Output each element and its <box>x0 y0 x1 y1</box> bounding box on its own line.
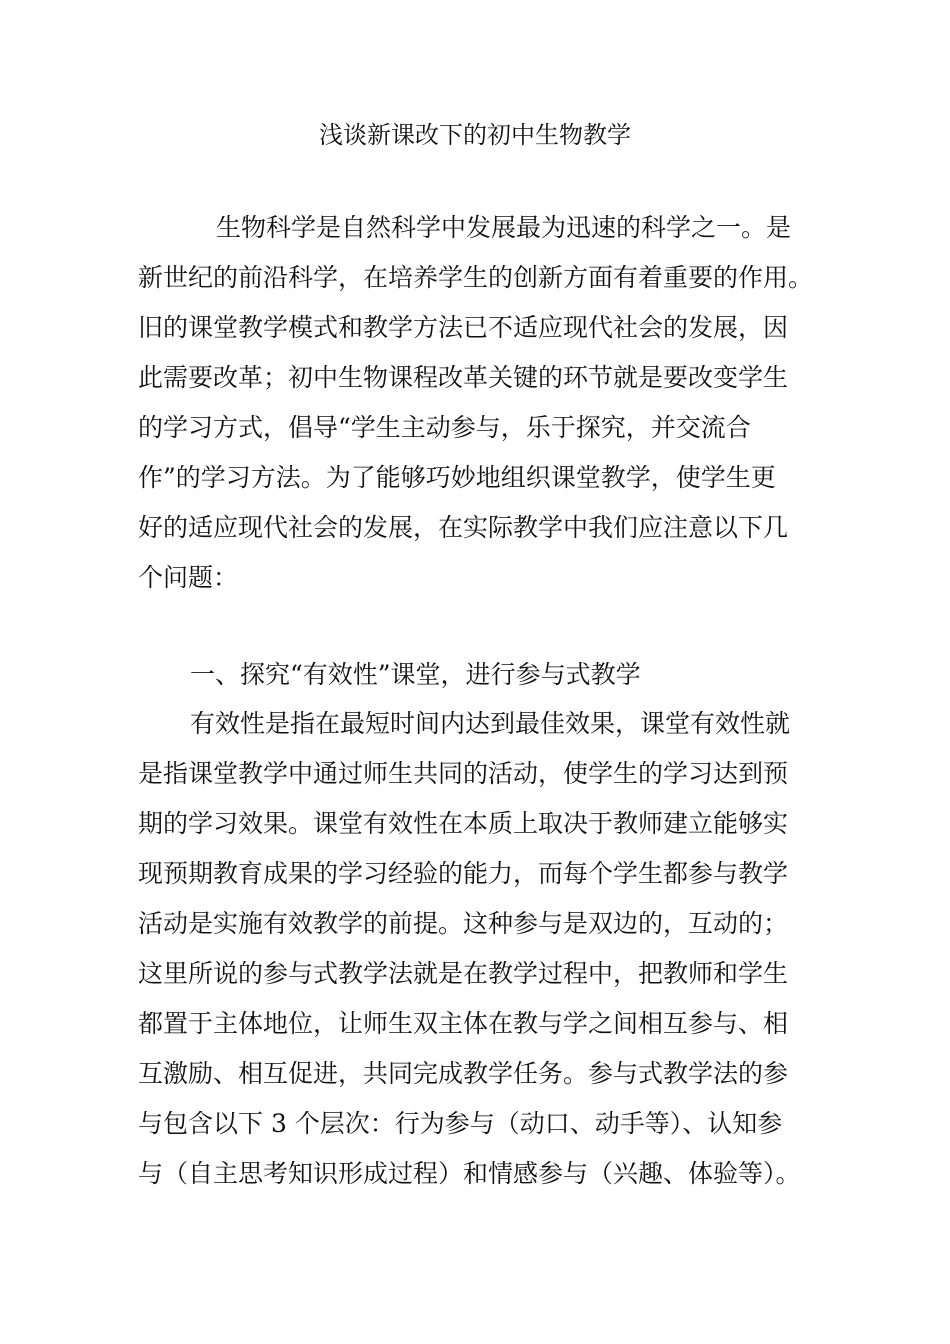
intro-line: 的学习方式，倡导“学生主动参与，乐于探究，并交流合 <box>138 413 751 442</box>
intro-line: 新世纪的前沿科学，在培养学生的创新方面有着重要的作用。 <box>138 263 814 292</box>
section-line: 与（自主思考知识形成过程）和情感参与（兴趣、体验等）。 <box>138 1159 801 1188</box>
section-line: 是指课堂教学中通过师生共同的活动，使学生的学习达到预 <box>138 759 789 788</box>
section-line: 活动是实施有效教学的前提。这种参与是双边的，互动的； <box>138 909 789 938</box>
intro-line: 作”的学习方法。为了能够巧妙地组织课堂教学，使学生更 <box>138 463 776 492</box>
section-line: 互激励、相互促进，共同完成教学任务。参与式教学法的参 <box>138 1059 789 1088</box>
section-line: 这里所说的参与式教学法就是在教学过程中，把教师和学生 <box>138 959 789 988</box>
section-line: 有效性是指在最短时间内达到最佳效果，课堂有效性就 <box>190 709 791 738</box>
section-heading: 一、探究“有效性”课堂，进行参与式教学 <box>190 660 641 689</box>
document-title: 浅谈新课改下的初中生物教学 <box>319 121 631 149</box>
intro-line: 此需要改革；初中生物课程改革关键的环节就是要改变学生 <box>138 363 789 392</box>
section-line: 都置于主体地位，让师生双主体在教与学之间相互参与、相 <box>138 1009 789 1038</box>
section-line: 现预期教育成果的学习经验的能力，而每个学生都参与教学 <box>138 859 789 888</box>
intro-line: 生物科学是自然科学中发展最为迅速的科学之一。是 <box>216 213 792 242</box>
intro-line: 好的适应现代社会的发展，在实际教学中我们应注意以下几 <box>138 513 789 542</box>
intro-line: 个问题： <box>138 563 239 592</box>
section-line: 与包含以下 3 个层次：行为参与（动口、动手等）、认知参 <box>138 1109 783 1138</box>
section-line: 期的学习效果。课堂有效性在本质上取决于教师建立能够实 <box>138 809 789 838</box>
intro-line: 旧的课堂教学模式和教学方法已不适应现代社会的发展，因 <box>138 313 789 342</box>
